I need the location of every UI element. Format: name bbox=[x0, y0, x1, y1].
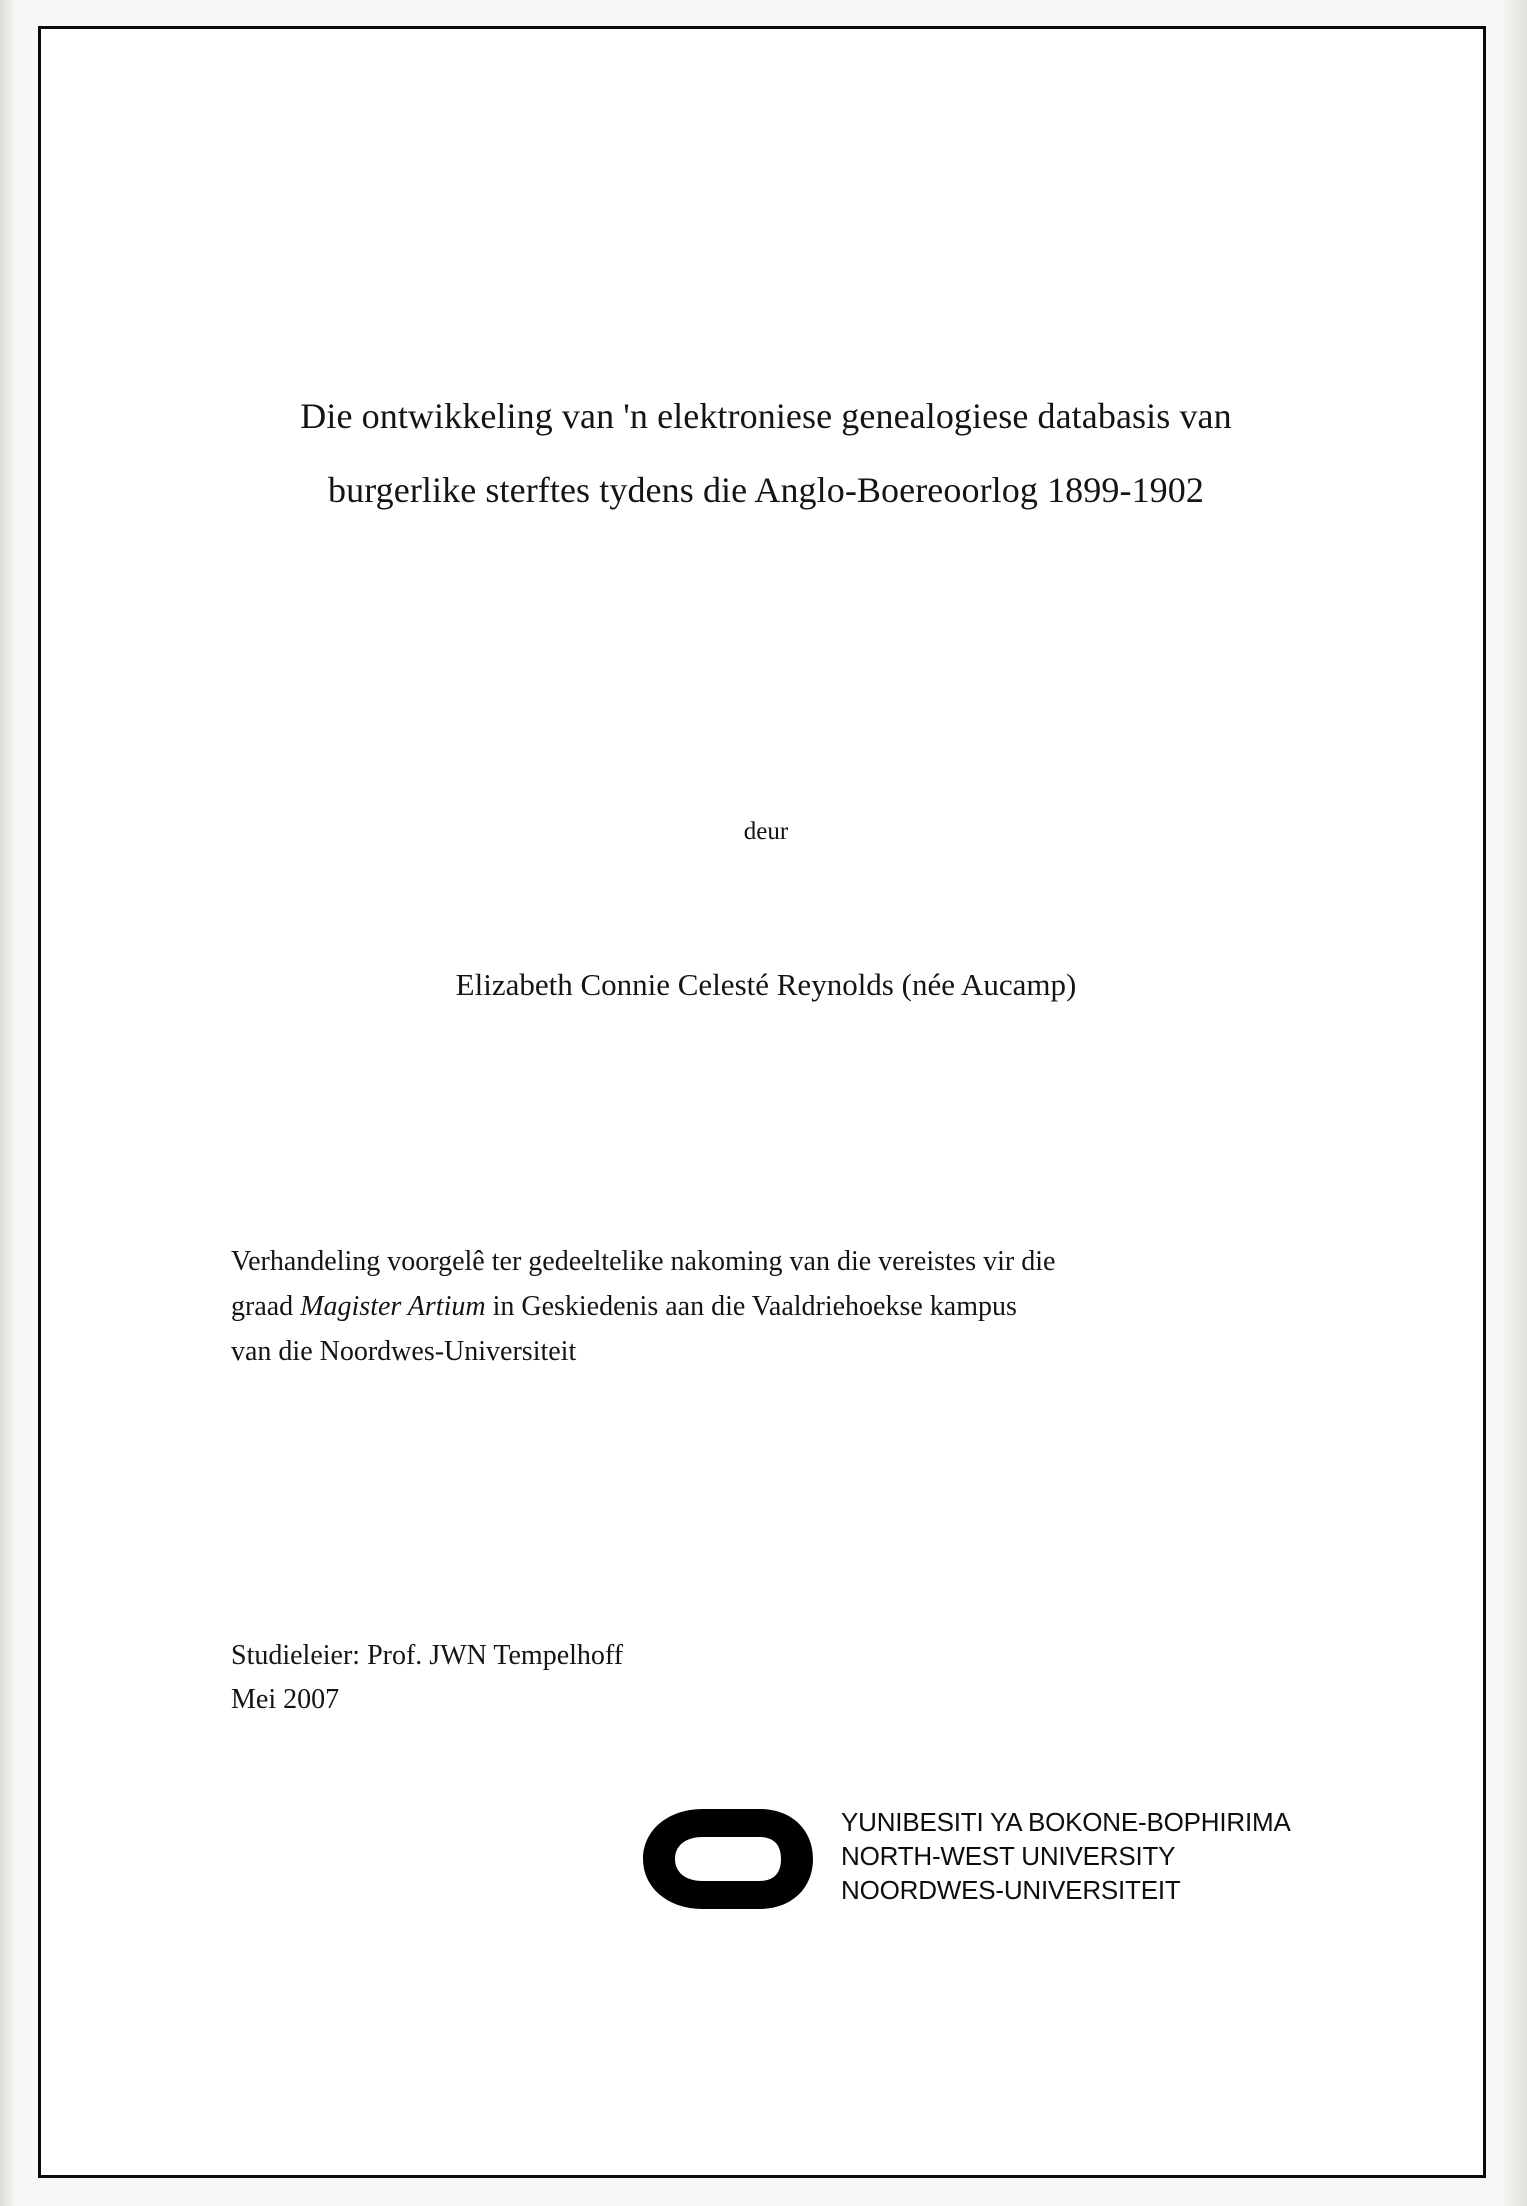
degree-statement-line-3: van die Noordwes-Universiteit bbox=[231, 1336, 577, 1367]
degree-name-italic: Magister Artium bbox=[300, 1291, 486, 1322]
logo-text-line-2: NORTH-WEST UNIVERSITY bbox=[841, 1841, 1176, 1871]
author-name: Elizabeth Connie Celesté Reynolds (née Aucamp) bbox=[455, 967, 1077, 1002]
logo-text-line-1: YUNIBESITI YA BOKONE-BOPHIRIMA bbox=[841, 1807, 1291, 1837]
thesis-title bbox=[191, 379, 1341, 527]
degree-statement-line-2-suffix: in Geskiedenis aan die Vaaldriehoekse kampus bbox=[485, 1291, 1017, 1322]
degree-statement-line-1: Verhandeling voorgelê ter gedeeltelike nakoming van die vereistes vir die bbox=[231, 1246, 1056, 1277]
nwu-logo-mark-icon bbox=[641, 1805, 831, 1913]
scan-edge-left bbox=[0, 0, 16, 2206]
title-line-2: burgerlike sterftes tydens die Anglo-Boereoorlog 1899-1902 bbox=[328, 470, 1204, 510]
title-line-1: Die ontwikkeling van 'n elektroniese genealogiese databasis van bbox=[300, 396, 1232, 436]
university-logo-text bbox=[841, 1805, 1291, 1907]
degree-statement bbox=[231, 1239, 1316, 1374]
logo-text-line-3: NOORDWES-UNIVERSITEIT bbox=[841, 1875, 1181, 1905]
by-label: deur bbox=[743, 818, 789, 845]
degree-statement-line-2-prefix: graad bbox=[231, 1291, 301, 1322]
degree-statement-line-2 bbox=[231, 1284, 1316, 1329]
page-body bbox=[41, 29, 1483, 2175]
scan-edge-right bbox=[1501, 0, 1527, 2206]
title-page-content bbox=[191, 29, 1341, 2175]
supervisor-block bbox=[231, 1634, 1131, 1722]
page-border-frame bbox=[38, 26, 1486, 2178]
date-line: Mei 2007 bbox=[231, 1684, 340, 1715]
university-logo bbox=[521, 1799, 1291, 1929]
supervisor-line: Studieleier: Prof. JWN Tempelhoff bbox=[231, 1640, 624, 1671]
